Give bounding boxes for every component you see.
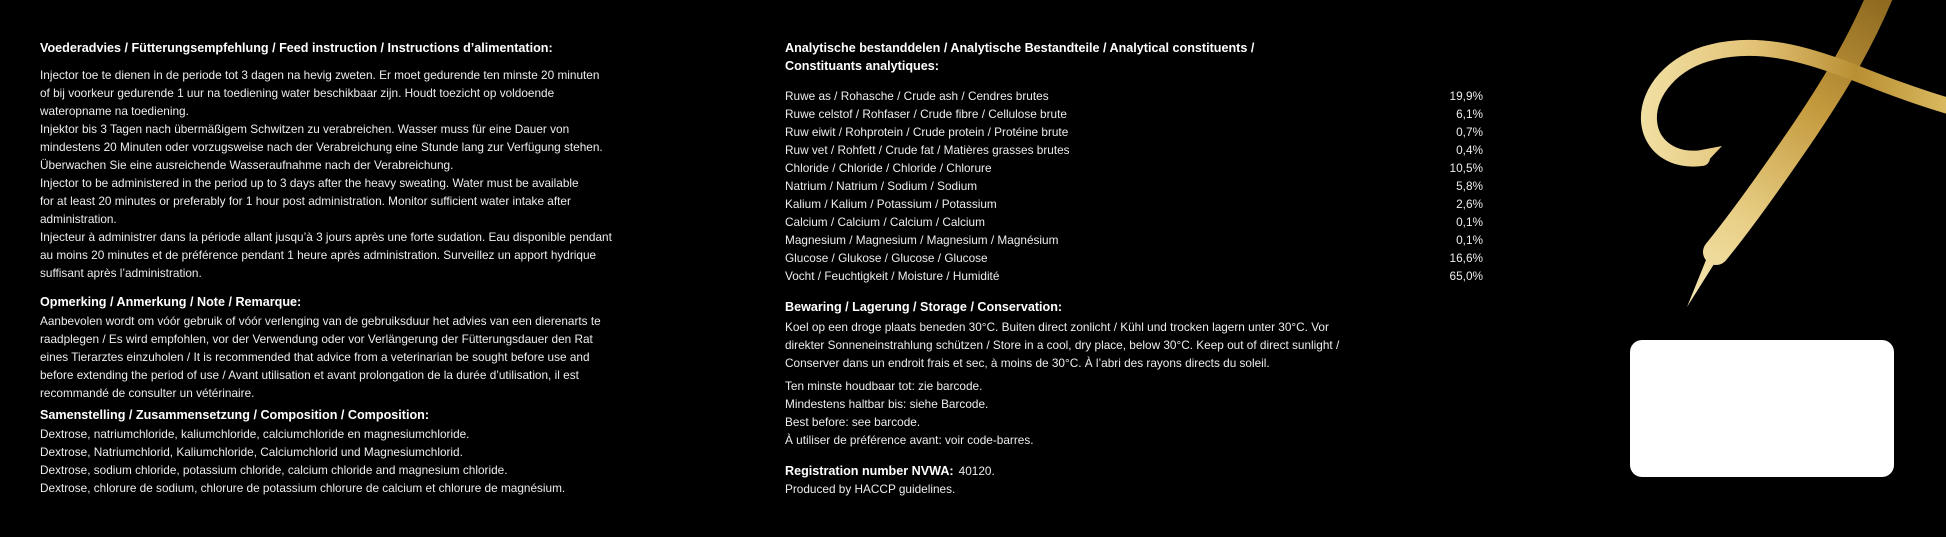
- registration-line: [785, 462, 1483, 480]
- constituent-label: Natrium / Natrium / Sodium / Sodium: [785, 179, 978, 193]
- constituent-value: 0,1%: [1456, 215, 1483, 229]
- analytical-row: [785, 141, 1483, 159]
- constituent-label: Glucose / Glukose / Glucose / Glucose: [785, 251, 988, 265]
- constituent-label: Ruwe celstof / Rohfaser / Crude fibre / Cellulose brute: [785, 107, 1067, 121]
- text-line: au moins 20 minutes et de préférence pendant 1 heure après administration. Surveillez un apport hydrique: [40, 248, 597, 262]
- text-line: for at least 20 minutes or preferably for 1 hour post administration. Monitor sufficient water intake after: [40, 194, 571, 208]
- analytical-row: [785, 195, 1483, 213]
- constituent-value: 0,7%: [1456, 125, 1483, 139]
- text-line: eines Tierarztes einzuholen / It is recommended that advice from a veterinarian be sought before use and: [40, 350, 590, 364]
- constituent-value: 19,9%: [1449, 89, 1483, 103]
- registration-value: 40120.: [958, 464, 995, 478]
- section-note: [40, 293, 690, 402]
- storage-text: [785, 318, 1483, 372]
- text-line: recommandé de consulter un vétérinaire.: [40, 386, 255, 400]
- text-line: Dextrose, Natriumchlorid, Kaliumchloride, Calciumchlorid und Magnesiumchlorid.: [40, 445, 463, 459]
- text-line: Conserver dans un endroit frais et sec, à moins de 30°C. À l’abri des rayons directs du soleil.: [785, 356, 1270, 370]
- constituent-value: 0,4%: [1456, 143, 1483, 157]
- text-line: Überwachen Sie eine ausreichende Wasseraufnahme nach der Verabreichung.: [40, 158, 454, 172]
- constituent-label: Magnesium / Magnesium / Magnesium / Magnésium: [785, 233, 1059, 247]
- constituent-value: 5,8%: [1456, 179, 1483, 193]
- text-line: Aanbevolen wordt om vóór gebruik of vóór verlenging van de gebruiksduur het advies van een dierenarts te: [40, 314, 601, 328]
- note-text: [40, 312, 690, 402]
- constituent-value: 16,6%: [1449, 251, 1483, 265]
- analytical-row: [785, 105, 1483, 123]
- storage-heading: Bewaring / Lagerung / Storage / Conservation:: [785, 300, 1063, 314]
- text-line: suffisant après l’administration.: [40, 266, 202, 280]
- section-best-before: [785, 377, 1483, 449]
- section-storage: [785, 298, 1483, 372]
- flourish-tail-tip: [1687, 245, 1726, 307]
- text-line: mindestens 20 Minuten oder vorzugsweise nach der Verabreichung eine Stunde lang zur Verfügung stehen.: [40, 140, 603, 154]
- analytical-table: [785, 87, 1483, 285]
- text-line: Dextrose, sodium chloride, potassium chloride, calcium chloride and magnesium chloride.: [40, 463, 508, 477]
- constituent-value: 65,0%: [1449, 269, 1483, 283]
- analytical-row: [785, 159, 1483, 177]
- constituent-label: Ruw vet / Rohfett / Crude fat / Matières grasses brutes: [785, 143, 1070, 157]
- composition-heading: Samenstelling / Zusammensetzung / Composition / Composition:: [40, 408, 430, 422]
- text-line: Injector toe te dienen in de periode tot 3 dagen na hevig zweten. Er moet gedurende ten minste 20 minuten: [40, 68, 600, 82]
- text-line: Dextrose, natriumchloride, kaliumchloride, calciumchloride en magnesiumchloride.: [40, 427, 470, 441]
- right-column: [785, 39, 1483, 498]
- left-column: [40, 39, 690, 497]
- analytical-row: [785, 231, 1483, 249]
- text-line: before extending the period of use / Avant utilisation et avant prolongation de la durée d’utilisation, il est: [40, 368, 579, 382]
- registration-label: Registration number NVWA:: [785, 464, 954, 478]
- analytical-row: [785, 213, 1483, 231]
- flourish-curl-tip: [1701, 146, 1722, 166]
- constituent-value: 6,1%: [1456, 107, 1483, 121]
- text-line: of bij voorkeur gedurende 1 uur na toediening water beschikbaar zijn. Houdt toezicht op voldoende: [40, 86, 555, 100]
- constituent-value: 0,1%: [1456, 233, 1483, 247]
- constituent-label: Ruwe as / Rohasche / Crude ash / Cendres brutes: [785, 89, 1049, 103]
- text-line: Injecteur à administrer dans la période allant jusqu’à 3 jours après une forte sudation. Eau disponible pendant: [40, 230, 612, 244]
- text-line: Best before: see barcode.: [785, 415, 921, 429]
- text-line: Dextrose, chlorure de sodium, chlorure de potassium chlorure de calcium et chlorure de magnésium.: [40, 481, 566, 495]
- constituent-label: Vocht / Feuchtigkeit / Moisture / Humidité: [785, 269, 1000, 283]
- constituent-label: Kalium / Kalium / Potassium / Potassium: [785, 197, 997, 211]
- analytical-row: [785, 177, 1483, 195]
- text-line: administration.: [40, 212, 117, 226]
- barcode-placeholder: [1630, 340, 1894, 477]
- text-line: Ten minste houdbaar tot: zie barcode.: [785, 379, 983, 393]
- flourish-diagonal-stroke: [1716, 0, 1884, 252]
- flourish-loop-stroke: [1649, 48, 1946, 159]
- text-line: wateropname na toediening.: [40, 104, 189, 118]
- produced-by-line: Produced by HACCP guidelines.: [785, 482, 956, 496]
- text-line: direkter Sonneneinstrahlung schützen / Store in a cool, dry place, below 30°C. Keep out of direct sunlight /: [785, 338, 1340, 352]
- text-line: Injektor bis 3 Tagen nach übermäßigem Schwitzen zu verabreichen. Wasser muss für eine Dauer von: [40, 122, 570, 136]
- feed-instruction-text: [40, 66, 690, 282]
- composition-text: [40, 425, 690, 497]
- analytical-row: [785, 123, 1483, 141]
- constituent-label: Ruw eiwit / Rohprotein / Crude protein / Protéine brute: [785, 125, 1069, 139]
- feed-instruction-heading: Voederadvies / Fütterungsempfehlung / Feed instruction / Instructions d’alimentation:: [40, 41, 553, 55]
- text-line: Koel op een droge plaats beneden 30°C. Buiten direct zonlicht / Kühl und trocken lagern unter 30°C. Vor: [785, 320, 1329, 334]
- constituent-label: Chloride / Chloride / Chloride / Chlorure: [785, 161, 992, 175]
- constituent-value: 10,5%: [1449, 161, 1483, 175]
- analytical-heading-line2: Constituants analytiques:: [785, 59, 939, 73]
- section-feed-instruction: [40, 39, 690, 282]
- section-registration: [785, 462, 1483, 498]
- section-analytical-constituents: [785, 39, 1483, 285]
- section-composition: [40, 406, 690, 497]
- constituent-label: Calcium / Calcium / Calcium / Calcium: [785, 215, 985, 229]
- note-heading: Opmerking / Anmerkung / Note / Remarque:: [40, 295, 302, 309]
- analytical-row: [785, 249, 1483, 267]
- text-line: Injector to be administered in the period up to 3 days after the heavy sweating. Water must be available: [40, 176, 579, 190]
- constituent-value: 2,6%: [1456, 197, 1483, 211]
- analytical-row: [785, 87, 1483, 105]
- analytical-heading-line1: Analytische bestanddelen / Analytische Bestandteile / Analytical constituents /: [785, 41, 1255, 55]
- text-line: Mindestens haltbar bis: siehe Barcode.: [785, 397, 989, 411]
- text-line: À utiliser de préférence avant: voir code-barres.: [785, 433, 1034, 447]
- text-line: raadplegen / Es wird empfohlen, vor der Verwendung oder vor Verlängerung der Fütterungsdauer den Rat: [40, 332, 593, 346]
- analytical-row: [785, 267, 1483, 285]
